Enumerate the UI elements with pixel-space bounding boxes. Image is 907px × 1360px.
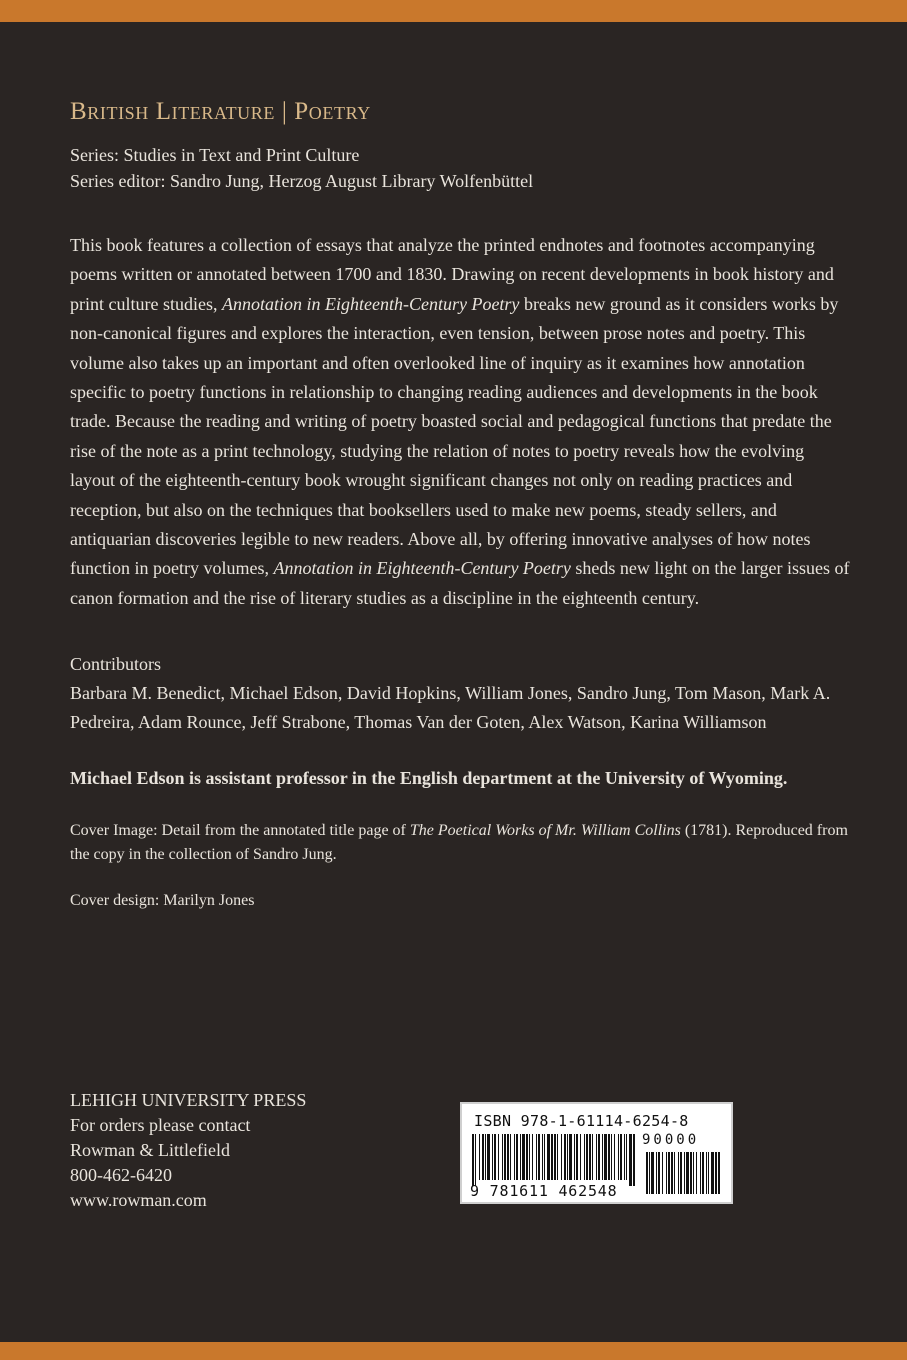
price-addon: 90000 [642, 1132, 700, 1148]
barcode-bar [598, 1134, 600, 1180]
barcode-bar [604, 1134, 607, 1180]
ean-digits: 9 781611 462548 [470, 1182, 618, 1200]
cover-design-credit: Cover design: Marilyn Jones [70, 892, 255, 910]
barcode-bar [551, 1134, 553, 1180]
book-title-italic: Annotation in Eighteenth-Century Poetry [273, 558, 571, 579]
barcode-bar [557, 1134, 558, 1180]
addon-bar [708, 1152, 709, 1194]
barcode-bar [520, 1134, 521, 1180]
barcode-bar [504, 1134, 506, 1180]
barcode-bar [611, 1134, 612, 1180]
barcode-bar [567, 1134, 568, 1180]
barcode-bar [592, 1134, 593, 1180]
barcode-bar [544, 1134, 545, 1180]
barcode-bar [589, 1134, 591, 1180]
addon-bar [658, 1152, 660, 1194]
barcode-bar [564, 1134, 566, 1180]
barcode-bar [596, 1134, 597, 1180]
barcode-bar [602, 1134, 603, 1180]
addon-bar [649, 1152, 650, 1194]
barcode-bar [514, 1134, 515, 1180]
barcode-bar [482, 1134, 484, 1180]
barcode-bar [624, 1134, 625, 1180]
addon-bar [656, 1152, 657, 1194]
barcode-bar [569, 1134, 572, 1180]
barcode-bar [608, 1134, 610, 1180]
addon-bar [651, 1152, 654, 1194]
top-orange-band [0, 0, 907, 22]
addon-bar [680, 1152, 682, 1194]
publisher-name: LEHIGH UNIVERSITY PRESS [70, 1090, 307, 1110]
publisher-phone: 800-462-6420 [70, 1165, 172, 1185]
barcode-bar [547, 1134, 550, 1180]
barcode-bar [618, 1134, 619, 1180]
barcode-bar [554, 1134, 556, 1180]
series-title: Series: Studies in Text and Print Culture [70, 145, 360, 165]
isbn-number: ISBN 978-1-61114-6254-8 [474, 1112, 689, 1130]
barcode-bar [536, 1134, 537, 1180]
barcode-bar [498, 1134, 499, 1180]
barcode-bar [629, 1134, 632, 1186]
addon-bar [711, 1152, 714, 1194]
addon-bar [693, 1152, 694, 1194]
addon-bar [674, 1152, 675, 1194]
barcode-bar [529, 1134, 530, 1180]
addon-bar [646, 1152, 648, 1194]
barcode-bar [507, 1134, 509, 1180]
addon-bar [702, 1152, 704, 1194]
cover-image-credit: Cover Image: Detail from the annotated title page of The Poetical Works of Mr. William Collins (1781). Reproduced from the copy in the collection of Sandro Jung. [70, 822, 848, 864]
publisher-url[interactable]: www.rowman.com [70, 1190, 207, 1210]
barcode-bar [586, 1134, 588, 1180]
addon-bar [690, 1152, 692, 1194]
addon-bar [696, 1152, 697, 1194]
barcode-bar [584, 1134, 585, 1180]
addon-bar [700, 1152, 701, 1194]
book-title-italic: Annotation in Eighteenth-Century Poetry [221, 293, 520, 314]
isbn-barcode [460, 1102, 733, 1204]
barcode-bar [510, 1134, 511, 1180]
barcode-bar [475, 1134, 476, 1186]
barcode-bar [626, 1134, 627, 1180]
barcode-bar [526, 1134, 528, 1180]
contributors-list: Barbara M. Benedict, Michael Edson, David Hopkins, William Jones, Sandro Jung, Tom Mason, Mark A. Pedreira, Adam Rounce, Jeff Strabone, Thomas Van der Goten, Alex Watson, Karina Williamson [70, 683, 831, 733]
book-description: This book features a collection of essays that analyze the printed endnotes and footnotes accompanying poems written or annotated between 1700 and 1830. Drawing on recent developments in book history and print culture studies, Annotation in Eighteenth-Century Poetry breaks new ground as it considers works by non-canonical figures and explores the interaction, even tension, between prose notes and poetry. This volume also takes up an important and often overlooked line of inquiry as it examines how annotation specific to poetry functions in relationship to changing reading audiences and developments in the book trade. Because the reading and writing of poetry boasted social and pedagogical functions that predate the rise of the note as a print technology, studying the relation of notes to poetry reveals how the evolving layout of the eighteenth-century book wrought significant changes not only on reading practices and reception, but also on the techniques that booksellers used to make new poems, steady sellers, and antiquarian discoveries legible to new readers. Above all, by offering innovative analyses of how notes function in poetry volumes, Annotation in Eighteenth-Century Poetry sheds new light on the larger issues of canon formation and the rise of literary studies as a discipline in the eighteenth century. [70, 235, 850, 608]
category-heading: British Literature | Poetry [70, 98, 371, 125]
barcode-bar [538, 1134, 540, 1180]
barcode-bar [487, 1134, 490, 1180]
publisher-info: LEHIGH UNIVERSITY PRESS For orders please contact Rowman & Littlefield 800-462-6420 www.rowman.com [70, 1088, 306, 1213]
bottom-orange-band [0, 1342, 907, 1360]
barcode-bar [580, 1134, 581, 1180]
addon-bar [684, 1152, 685, 1194]
barcode-bar [574, 1134, 575, 1180]
addon-bar [718, 1152, 720, 1194]
back-cover-text [70, 98, 850, 913]
addon-bar [686, 1152, 689, 1194]
barcode-bar [522, 1134, 525, 1180]
barcode-bar [516, 1134, 518, 1180]
series-info [70, 142, 850, 194]
barcode-bar [485, 1134, 486, 1180]
addon-bar [666, 1152, 667, 1194]
addon-bar [668, 1152, 670, 1194]
addon-bar [715, 1152, 717, 1194]
barcode-bar [561, 1134, 562, 1180]
barcode-bar [472, 1134, 474, 1186]
barcode-bar [620, 1134, 622, 1180]
barcode-bar [502, 1134, 503, 1180]
barcode-bar [542, 1134, 543, 1180]
barcode-bar [492, 1134, 493, 1180]
barcode-bar [532, 1134, 533, 1180]
addon-bar [678, 1152, 679, 1194]
addon-bar [662, 1152, 663, 1194]
series-editor: Series editor: Sandro Jung, Herzog August Library Wolfenbüttel [70, 171, 534, 191]
addon-bar [671, 1152, 673, 1194]
editor-bio: Michael Edson is assistant professor in the English department at the University of Wyoming. [70, 768, 788, 789]
addon-bar [706, 1152, 707, 1194]
barcode-bar [576, 1134, 578, 1180]
contributors-heading: Contributors [70, 654, 162, 675]
barcode-bar [633, 1134, 635, 1186]
barcode-bar [479, 1134, 480, 1180]
barcode-bar [614, 1134, 615, 1180]
barcode-bar [494, 1134, 496, 1180]
